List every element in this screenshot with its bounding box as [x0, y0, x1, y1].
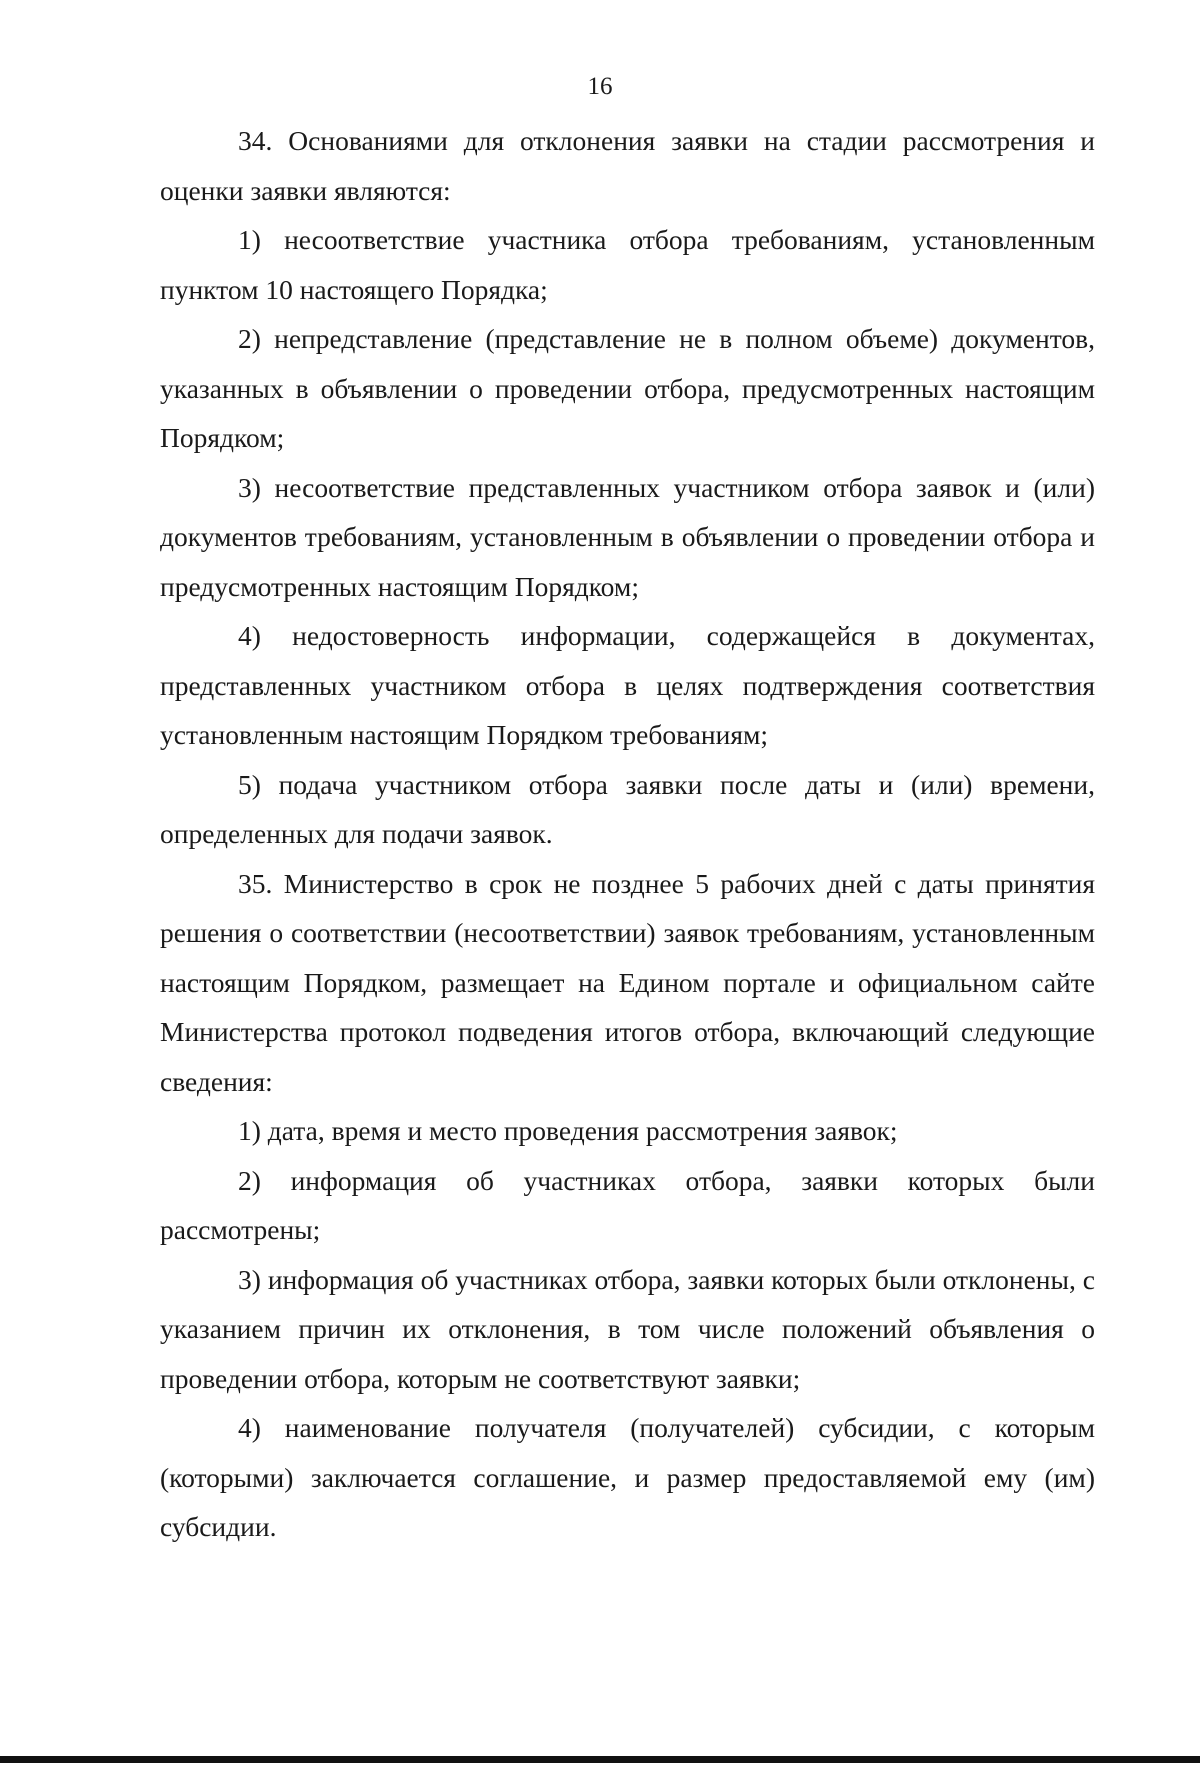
paragraph-34: 34. Основаниями для отклонения заявки на стадии рассмотрения и оценки заявки являются:	[160, 125, 1095, 206]
paragraph-35-item-4: 4) наименование получателя (получателей) субсидии, с которым (которыми) заключается соглашение, и размер предоставляемой ему (им) субсидии.	[160, 1412, 1095, 1542]
paragraph-34-item-1: 1) несоответствие участника отбора требованиям, установленным пунктом 10 настоящего Порядка;	[160, 224, 1095, 305]
paragraph-35-item-1: 1) дата, время и место проведения рассмотрения заявок;	[238, 1115, 898, 1146]
paragraph-35-item-2: 2) информация об участниках отбора, заявки которых были рассмотрены;	[160, 1164, 1095, 1245]
paragraph-35-item-3: 3) информация об участниках отбора, заявки которых были отклонены, с указанием причин их отклонения, в том числе положений объявления о проведении отбора, которым не соответствуют заявки;	[160, 1263, 1095, 1394]
paragraph-34-item-5: 5) подача участником отбора заявки после даты и (или) времени, определенных для подачи заявок.	[160, 768, 1095, 849]
document-body	[160, 116, 1095, 1552]
paragraph-35: 35. Министерство в срок не позднее 5 рабочих дней с даты принятия решения о соответствии (несоответствии) заявок требованиям, установленным настоящим Порядком, размещает на Едином портале и официальном сайте Министерства протокол подведения итогов отбора, включающий следующие сведения:	[160, 867, 1095, 1097]
page-number: 16	[587, 73, 613, 100]
paragraph-34-item-3: 3) несоответствие представленных участником отбора заявок и (или) документов требованиям, установленным в объявлении о проведении отбора и предусмотренных настоящим Порядком;	[160, 471, 1095, 602]
paragraph-34-item-2: 2) непредставление (представление не в полном объеме) документов, указанных в объявлении о проведении отбора, предусмотренных настоящим Порядком;	[160, 323, 1095, 453]
paragraph-34-item-4: 4) недостоверность информации, содержащейся в документах, представленных участником отбора в целях подтверждения соответствия установленным настоящим Порядком требованиям;	[160, 620, 1095, 750]
bottom-scan-edge	[0, 1756, 1200, 1763]
